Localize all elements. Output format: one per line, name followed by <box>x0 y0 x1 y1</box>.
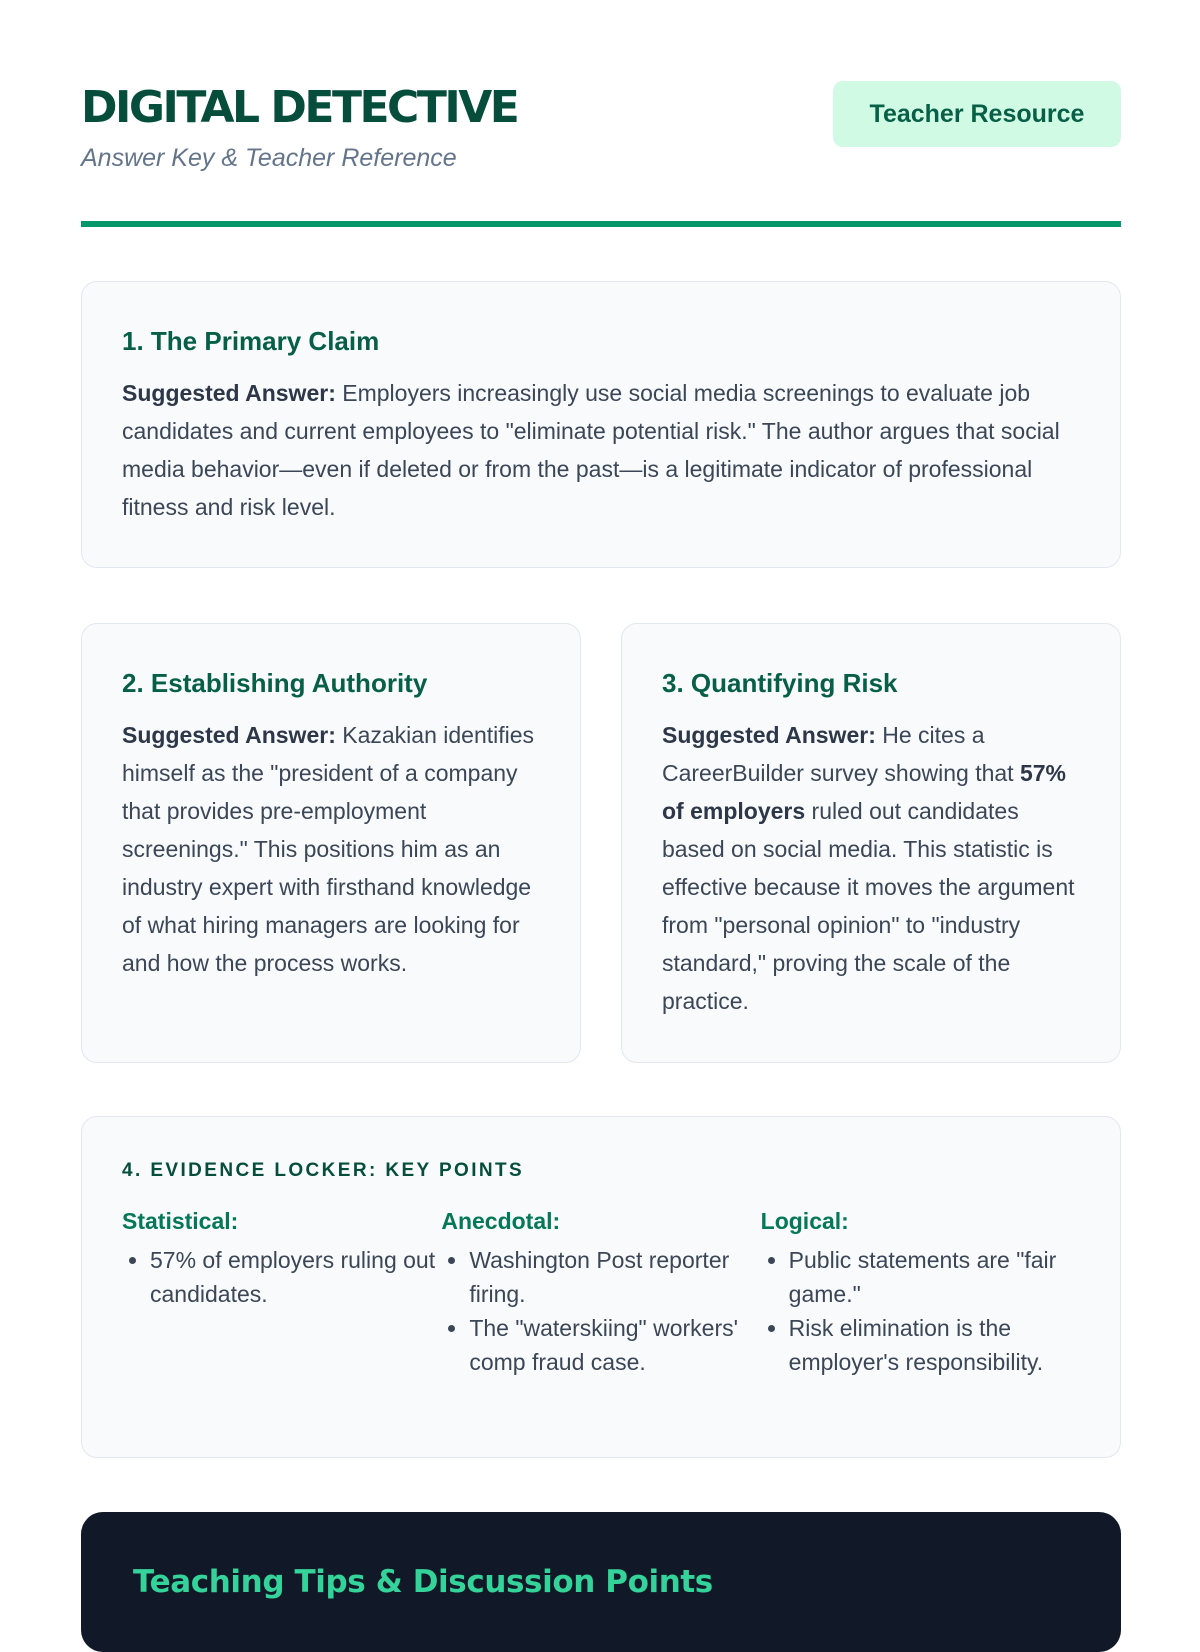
page-header <box>81 80 1121 180</box>
teaching-tips-panel <box>81 1512 1121 1652</box>
evidence-column-title: Logical: <box>760 1208 849 1234</box>
evidence-list <box>761 1243 1080 1379</box>
risk-heading: 3. Quantifying Risk <box>662 668 898 698</box>
suggested-answer-label: Suggested Answer: <box>662 722 876 749</box>
suggested-answer-label: Suggested Answer: <box>122 722 336 749</box>
primary-claim-answer-text: Employers increasingly use social media screenings to evaluate job candidates and current employees to "eliminate potential risk." The author argues that social media behavior—even if deleted or from the past—is a legitimate indicator of professional fitness and risk level. <box>122 380 1060 521</box>
list-item: • Risk elimination is the employer's responsibility. <box>789 1311 1080 1379</box>
risk-answer-text-after: ruled out candidates based on social media. This statistic is effective because it moves the argument from "personal opinion" to "industry standard," proving the scale of the practice. <box>662 798 1075 1015</box>
evidence-column-anecdotal <box>441 1208 760 1379</box>
primary-claim-card <box>81 281 1121 568</box>
teacher-resource-badge: Teacher Resource <box>833 81 1121 147</box>
authority-heading: 2. Establishing Authority <box>122 668 428 698</box>
list-item: • 57% of employers ruling out candidates. <box>150 1243 441 1311</box>
risk-answer-text-before: He cites a CareerBuilder survey showing that <box>662 722 1020 787</box>
evidence-column-statistical <box>122 1208 441 1379</box>
evidence-locker-heading: 4. EVIDENCE LOCKER: KEY POINTS <box>122 1160 525 1181</box>
evidence-columns <box>122 1208 1080 1379</box>
authority-answer <box>122 716 540 982</box>
authority-card <box>81 623 581 1063</box>
list-item: • Washington Post reporter firing. <box>469 1243 760 1311</box>
risk-card <box>621 623 1121 1063</box>
list-item: • The "waterskiing" workers' comp fraud case. <box>469 1311 760 1379</box>
evidence-locker-card <box>81 1116 1121 1458</box>
header-divider <box>81 221 1121 227</box>
list-item: • Public statements are "fair game." <box>789 1243 1080 1311</box>
authority-answer-text: Kazakian identifies himself as the "president of a company that provides pre-employment screenings." This positions him as an industry expert with firsthand knowledge of what hiring managers are looking for and how the process works. <box>122 722 535 977</box>
evidence-list <box>122 1243 441 1311</box>
evidence-list <box>441 1243 760 1379</box>
primary-claim-answer <box>122 374 1080 526</box>
teaching-tips-heading: Teaching Tips & Discussion Points <box>133 1564 713 1600</box>
risk-answer <box>662 716 1080 1020</box>
evidence-column-title: Anecdotal: <box>441 1208 561 1234</box>
page-title: DIGITAL DETECTIVE <box>81 82 518 133</box>
suggested-answer-label: Suggested Answer: <box>122 380 336 407</box>
evidence-column-logical <box>761 1208 1080 1379</box>
risk-statistic: 57% of employers <box>662 760 1066 825</box>
page-subtitle: Answer Key & Teacher Reference <box>81 144 457 172</box>
primary-claim-heading: 1. The Primary Claim <box>122 326 380 356</box>
evidence-column-title: Statistical: <box>122 1208 239 1234</box>
